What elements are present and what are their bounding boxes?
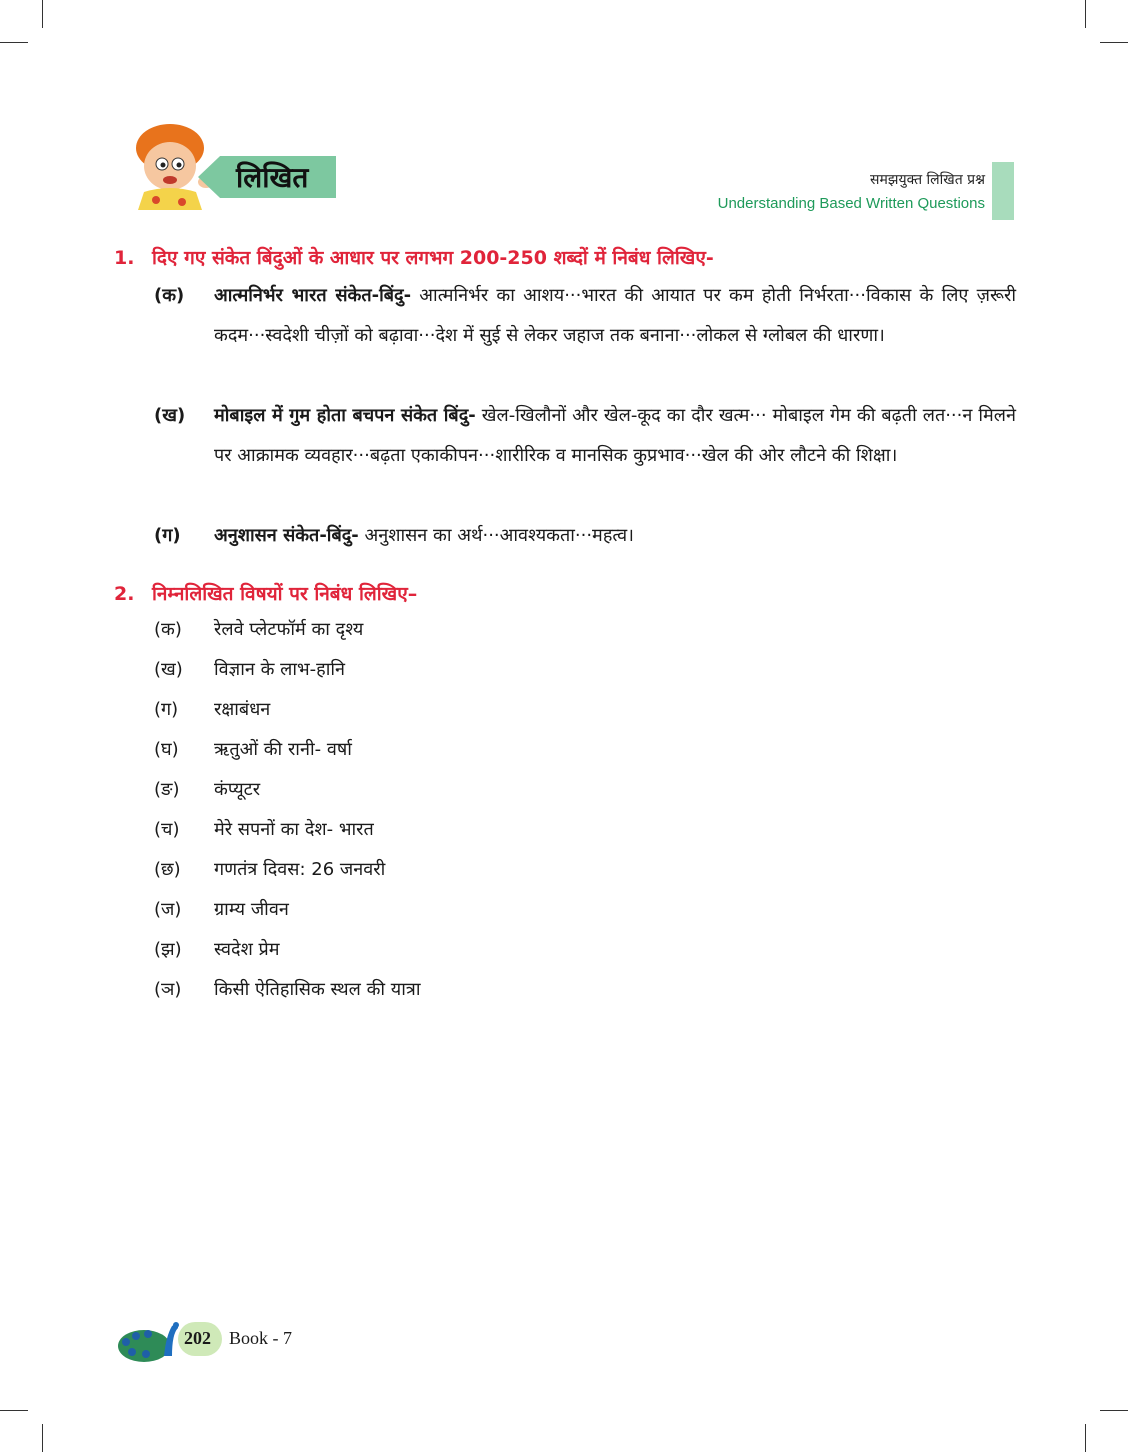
crop-mark: [1085, 1424, 1086, 1452]
topic-item: [154, 730, 352, 770]
page-number: 202: [184, 1328, 211, 1348]
header-accent-bar: [992, 162, 1014, 220]
question-number: 2.: [114, 583, 135, 605]
crop-mark: [1100, 1410, 1128, 1411]
item-heading: अनुशासन संकेत-बिंदु-: [214, 525, 359, 546]
question-number: 1.: [114, 247, 135, 269]
subtitle-hindi: समझयुक्त लिखित प्रश्न: [870, 172, 985, 188]
crop-mark: [0, 42, 28, 43]
crop-mark: [1100, 42, 1128, 43]
topic-item: [154, 650, 345, 690]
item-text: अनुशासन का अर्थ···आवश्यकता···महत्व।: [364, 525, 634, 546]
item-marker: (झ): [154, 939, 182, 960]
topic-text: ऋतुओं की रानी- वर्षा: [214, 739, 352, 760]
crop-mark: [42, 1424, 43, 1452]
topic-text: विज्ञान के लाभ-हानि: [214, 659, 346, 680]
question-2: [114, 580, 417, 606]
question-text: निम्नलिखित विषयों पर निबंध लिखिए–: [152, 583, 418, 605]
item-marker: (च): [154, 819, 180, 840]
topic-item: [154, 970, 421, 1010]
question-1-item-ga: [154, 516, 1016, 556]
question-1-item-kha: [154, 396, 1016, 476]
topic-item: [154, 770, 260, 810]
item-marker: (ग): [154, 525, 181, 546]
item-marker: (ख): [154, 405, 186, 426]
item-marker: (क): [154, 285, 185, 306]
topic-text: कंप्यूटर: [214, 779, 261, 800]
item-heading: आत्मनिर्भर भारत संकेत-बिंदु-: [214, 285, 412, 306]
item-marker: (घ): [154, 739, 179, 760]
item-heading: मोबाइल में गुम होता बचपन संकेत बिंदु-: [214, 405, 476, 426]
topic-text: रेलवे प्लेटफॉर्म का दृश्य: [214, 619, 364, 640]
topic-text: मेरे सपनों का देश- भारत: [214, 819, 374, 840]
topic-item: [154, 690, 270, 730]
crop-mark: [0, 1410, 28, 1411]
boy-mascot-icon: [126, 118, 218, 210]
topic-text: स्वदेश प्रेम: [214, 939, 280, 960]
topic-item: [154, 850, 385, 890]
subtitle-english: Understanding Based Written Questions: [717, 195, 985, 212]
book-label: Book - 7: [229, 1328, 292, 1348]
section-label: लिखित: [236, 161, 309, 194]
question-1-item-ka: [154, 276, 1016, 356]
topic-text: रक्षाबंधन: [214, 699, 271, 720]
header-subtitle: [718, 170, 985, 212]
topic-text: किसी ऐतिहासिक स्थल की यात्रा: [214, 979, 421, 1000]
item-marker: (ङ): [154, 779, 180, 800]
topic-item: [154, 610, 363, 650]
topic-text: ग्राम्य जीवन: [214, 899, 289, 920]
question-1: [114, 244, 714, 270]
topic-item: [154, 930, 280, 970]
item-marker: (क): [154, 619, 182, 640]
peacock-icon: [116, 1316, 186, 1364]
item-marker: (ख): [154, 659, 183, 680]
question-text: दिए गए संकेत बिंदुओं के आधार पर लगभग 200-250 शब्दों में निबंध लिखिए-: [152, 247, 714, 269]
item-marker: (ज): [154, 899, 182, 920]
item-marker: (ग): [154, 699, 179, 720]
item-text: आत्मनिर्भर का आशय···भारत की आयात पर कम होती निर्भरता···विकास के लिए ज़रूरी कदम···स्वदेशी चीज़ों को बढ़ावा···देश में सुई से लेकर जहाज तक बनाना···लोकल से ग्लोबल की धारणा।: [214, 285, 1016, 346]
item-marker: (छ): [154, 859, 181, 880]
item-marker: (ञ): [154, 979, 182, 1000]
crop-mark: [1085, 0, 1086, 28]
topic-text: गणतंत्र दिवस: 26 जनवरी: [214, 859, 386, 880]
item-text: खेल-खिलौनों और खेल-कूद का दौर खत्म··· मोबाइल गेम की बढ़ती लत···न मिलने पर आक्रामक व्यवहार···बढ़ता एकाकीपन···शारीरिक व मानसिक कुप्रभाव···खेल की ओर लौटने की शिक्षा।: [214, 405, 1017, 466]
crop-mark: [42, 0, 43, 28]
topic-item: [154, 810, 374, 850]
topic-item: [154, 890, 289, 930]
